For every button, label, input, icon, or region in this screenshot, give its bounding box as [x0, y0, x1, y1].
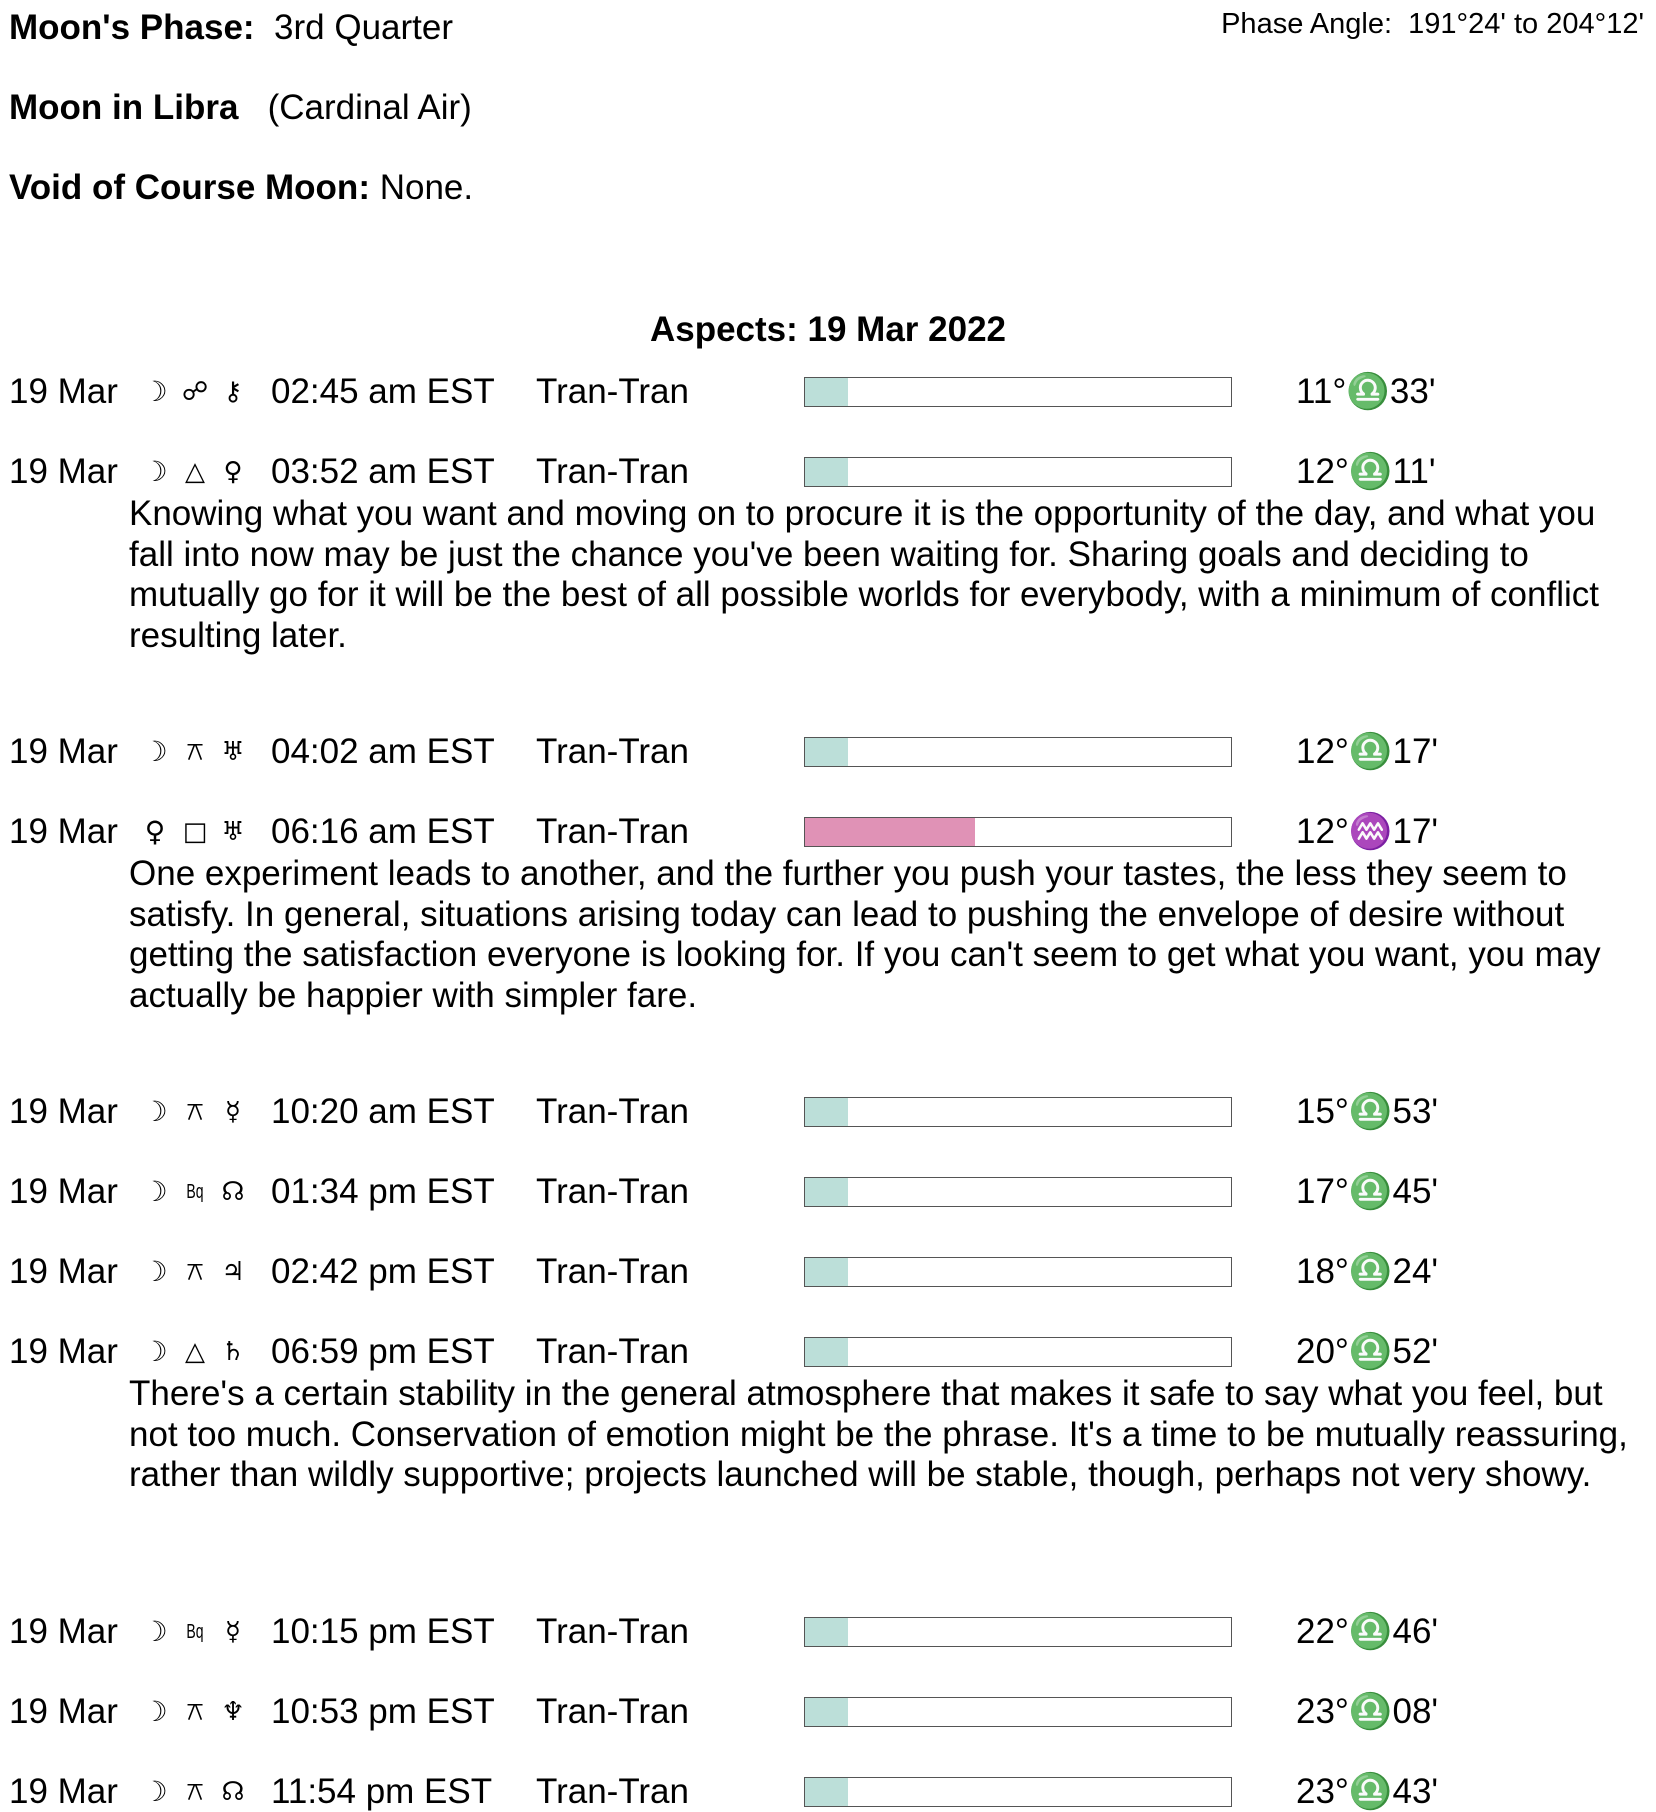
aspect-position: 11°♎33'	[1296, 372, 1436, 411]
aspect-entry	[0, 1612, 1656, 1652]
north-node-icon: ☊	[221, 1777, 245, 1807]
strength-bar	[804, 817, 1232, 847]
strength-bar	[804, 1697, 1232, 1727]
aspect-line	[0, 1692, 1656, 1732]
strength-bar	[804, 1257, 1232, 1287]
aspect-description: One experiment leads to another, and the further you push your tastes, the less they seem to satisfy. In general, situations arising today can lead to pushing the envelope of desire without getting the satisfaction everyone is looking for. If you can't seem to get what you want, you may actually be happier with simpler fare.	[129, 854, 1601, 1015]
strength-bar-fill	[805, 1098, 848, 1126]
biquintile-icon: Bq	[186, 1181, 204, 1203]
moon-icon: ☽	[142, 1335, 168, 1368]
aspect-description: There's a certain stability in the general atmosphere that makes it safe to say what you feel, but not too much. Conservation of emotion might be the phrase. It's a time to be mutually reassuring, rather than wildly supportive; projects launched will be stable, though, perhaps not very showy.	[129, 1374, 1628, 1494]
aspect-date: 19 Mar	[9, 1332, 118, 1371]
aspect-date: 19 Mar	[9, 452, 118, 491]
strength-bar-fill	[805, 458, 848, 486]
opposition-icon: ☍	[181, 377, 209, 407]
aspect-position: 18°♎24'	[1296, 1252, 1439, 1291]
strength-bar	[804, 457, 1232, 487]
strength-bar	[804, 1617, 1232, 1647]
quincunx-icon: ⚻	[186, 1097, 204, 1127]
strength-bar	[804, 1777, 1232, 1807]
void-of-course-label: Void of Course Moon:	[9, 168, 370, 207]
aspect-time: 01:34 pm EST	[271, 1172, 495, 1211]
strength-bar	[804, 1337, 1232, 1367]
aspect-time: 06:16 am EST	[271, 812, 495, 851]
aspect-line	[0, 1172, 1656, 1212]
aspect-time: 06:59 pm EST	[271, 1332, 495, 1371]
chiron-icon: ⚷	[223, 377, 243, 407]
trine-icon: △	[185, 1337, 205, 1367]
aspect-date: 19 Mar	[9, 1092, 118, 1131]
aspect-entry	[0, 1252, 1656, 1292]
aspect-date: 19 Mar	[9, 812, 118, 851]
aspect-position: 12°♒17'	[1296, 812, 1439, 851]
moon-phase-row	[9, 8, 453, 48]
aspect-entry	[0, 812, 1656, 1016]
aspect-type: Tran-Tran	[536, 1692, 689, 1731]
strength-bar	[804, 1097, 1232, 1127]
aspect-line	[0, 812, 1656, 852]
aspect-type: Tran-Tran	[536, 1612, 689, 1651]
aspect-entry	[0, 1692, 1656, 1732]
mercury-icon: ☿	[225, 1097, 241, 1127]
aspect-position: 20°♎52'	[1296, 1332, 1439, 1371]
moon-icon: ☽	[142, 455, 168, 488]
aspect-date: 19 Mar	[9, 1612, 118, 1651]
moon-icon: ☽	[142, 735, 168, 768]
strength-bar-fill	[805, 1618, 848, 1646]
aspect-type: Tran-Tran	[536, 372, 689, 411]
moon-phase-label: Moon's Phase:	[9, 8, 255, 47]
moon-icon: ☽	[142, 1615, 168, 1648]
moon-icon: ☽	[142, 1175, 168, 1208]
aspect-entry	[0, 1172, 1656, 1212]
aspect-date: 19 Mar	[9, 1772, 118, 1811]
aspect-line	[0, 452, 1656, 492]
aspect-line	[0, 1612, 1656, 1652]
aspect-line	[0, 1332, 1656, 1372]
phase-angle-label: Phase Angle:	[1221, 8, 1393, 40]
north-node-icon: ☊	[221, 1177, 245, 1207]
aspect-date: 19 Mar	[9, 732, 118, 771]
aspect-position: 22°♎46'	[1296, 1612, 1439, 1651]
moon-sign-value: (Cardinal Air)	[267, 88, 472, 127]
trine-icon: △	[185, 457, 205, 487]
aspect-type: Tran-Tran	[536, 1772, 689, 1811]
quincunx-icon: ⚻	[186, 737, 204, 767]
void-of-course-row	[9, 168, 473, 208]
aspect-type: Tran-Tran	[536, 1332, 689, 1371]
neptune-icon: ♆	[221, 1697, 245, 1727]
strength-bar	[804, 737, 1232, 767]
moon-sign-row	[9, 88, 472, 128]
aspect-time: 04:02 am EST	[271, 732, 495, 771]
venus-icon: ♀	[144, 815, 166, 848]
quincunx-icon: ⚻	[186, 1257, 204, 1287]
aspect-entry	[0, 1332, 1656, 1496]
aspect-time: 03:52 am EST	[271, 452, 495, 491]
phase-angle-value: 191°24' to 204°12'	[1408, 8, 1644, 40]
aspect-time: 10:53 pm EST	[271, 1692, 495, 1731]
moon-icon: ☽	[142, 1095, 168, 1128]
strength-bar-fill	[805, 1258, 848, 1286]
aspect-entry	[0, 732, 1656, 772]
aspect-line	[0, 1252, 1656, 1292]
aspect-line	[0, 1092, 1656, 1132]
aspect-entry	[0, 452, 1656, 656]
aspect-date: 19 Mar	[9, 1252, 118, 1291]
void-of-course-value: None.	[379, 168, 474, 207]
aspect-date: 19 Mar	[9, 372, 118, 411]
aspect-position: 12°♎17'	[1296, 732, 1439, 771]
aspect-type: Tran-Tran	[536, 452, 689, 491]
aspect-entry	[0, 372, 1656, 412]
jupiter-icon: ♃	[221, 1257, 245, 1287]
moon-sign-label: Moon in Libra	[9, 88, 239, 127]
aspect-date: 19 Mar	[9, 1172, 118, 1211]
strength-bar-fill	[805, 1178, 848, 1206]
moon-icon: ☽	[142, 1255, 168, 1288]
aspect-type: Tran-Tran	[536, 1092, 689, 1131]
aspect-description: Knowing what you want and moving on to procure it is the opportunity of the day, and what you fall into now may be just the chance you've been waiting for. Sharing goals and deciding to mutually go for it will be the best of all possible worlds for everybody, with a minimum of conflict resulting later.	[129, 494, 1599, 655]
quincunx-icon: ⚻	[186, 1777, 204, 1807]
aspect-line	[0, 1772, 1656, 1812]
strength-bar-fill	[805, 1698, 848, 1726]
aspect-entry	[0, 1092, 1656, 1132]
aspect-date: 19 Mar	[9, 1692, 118, 1731]
strength-bar-fill	[805, 1338, 848, 1366]
aspect-type: Tran-Tran	[536, 812, 689, 851]
phase-angle	[1221, 6, 1644, 42]
strength-bar	[804, 377, 1232, 407]
strength-bar-fill	[805, 818, 975, 846]
square-icon: □	[182, 817, 208, 847]
moon-icon: ☽	[142, 1775, 168, 1808]
aspect-entry	[0, 1772, 1656, 1812]
mercury-icon: ☿	[225, 1617, 241, 1647]
moon-icon: ☽	[142, 375, 168, 408]
saturn-icon: ♄	[221, 1337, 245, 1367]
aspect-time: 02:42 pm EST	[271, 1252, 495, 1291]
venus-icon: ♀	[223, 457, 243, 487]
quincunx-icon: ⚻	[186, 1697, 204, 1727]
strength-bar-fill	[805, 1778, 848, 1806]
aspects-title: Aspects: 19 Mar 2022	[649, 310, 1007, 349]
aspect-position: 12°♎11'	[1296, 452, 1436, 491]
aspect-line	[0, 372, 1656, 412]
aspect-type: Tran-Tran	[536, 732, 689, 771]
uranus-icon: ♅	[221, 817, 245, 847]
aspect-type: Tran-Tran	[536, 1252, 689, 1291]
aspect-time: 02:45 am EST	[271, 372, 495, 411]
aspect-time: 11:54 pm EST	[271, 1772, 493, 1811]
biquintile-icon: Bq	[186, 1621, 204, 1643]
moon-phase-value: 3rd Quarter	[274, 8, 454, 47]
aspect-position: 17°♎45'	[1296, 1172, 1439, 1211]
strength-bar	[804, 1177, 1232, 1207]
aspect-position: 23°♎43'	[1296, 1772, 1439, 1811]
aspect-time: 10:20 am EST	[271, 1092, 495, 1131]
aspect-position: 23°♎08'	[1296, 1692, 1439, 1731]
aspect-time: 10:15 pm EST	[271, 1612, 495, 1651]
aspect-position: 15°♎53'	[1296, 1092, 1439, 1131]
moon-icon: ☽	[142, 1695, 168, 1728]
aspect-line	[0, 732, 1656, 772]
strength-bar-fill	[805, 738, 848, 766]
uranus-icon: ♅	[221, 737, 245, 767]
strength-bar-fill	[805, 378, 848, 406]
aspect-type: Tran-Tran	[536, 1172, 689, 1211]
